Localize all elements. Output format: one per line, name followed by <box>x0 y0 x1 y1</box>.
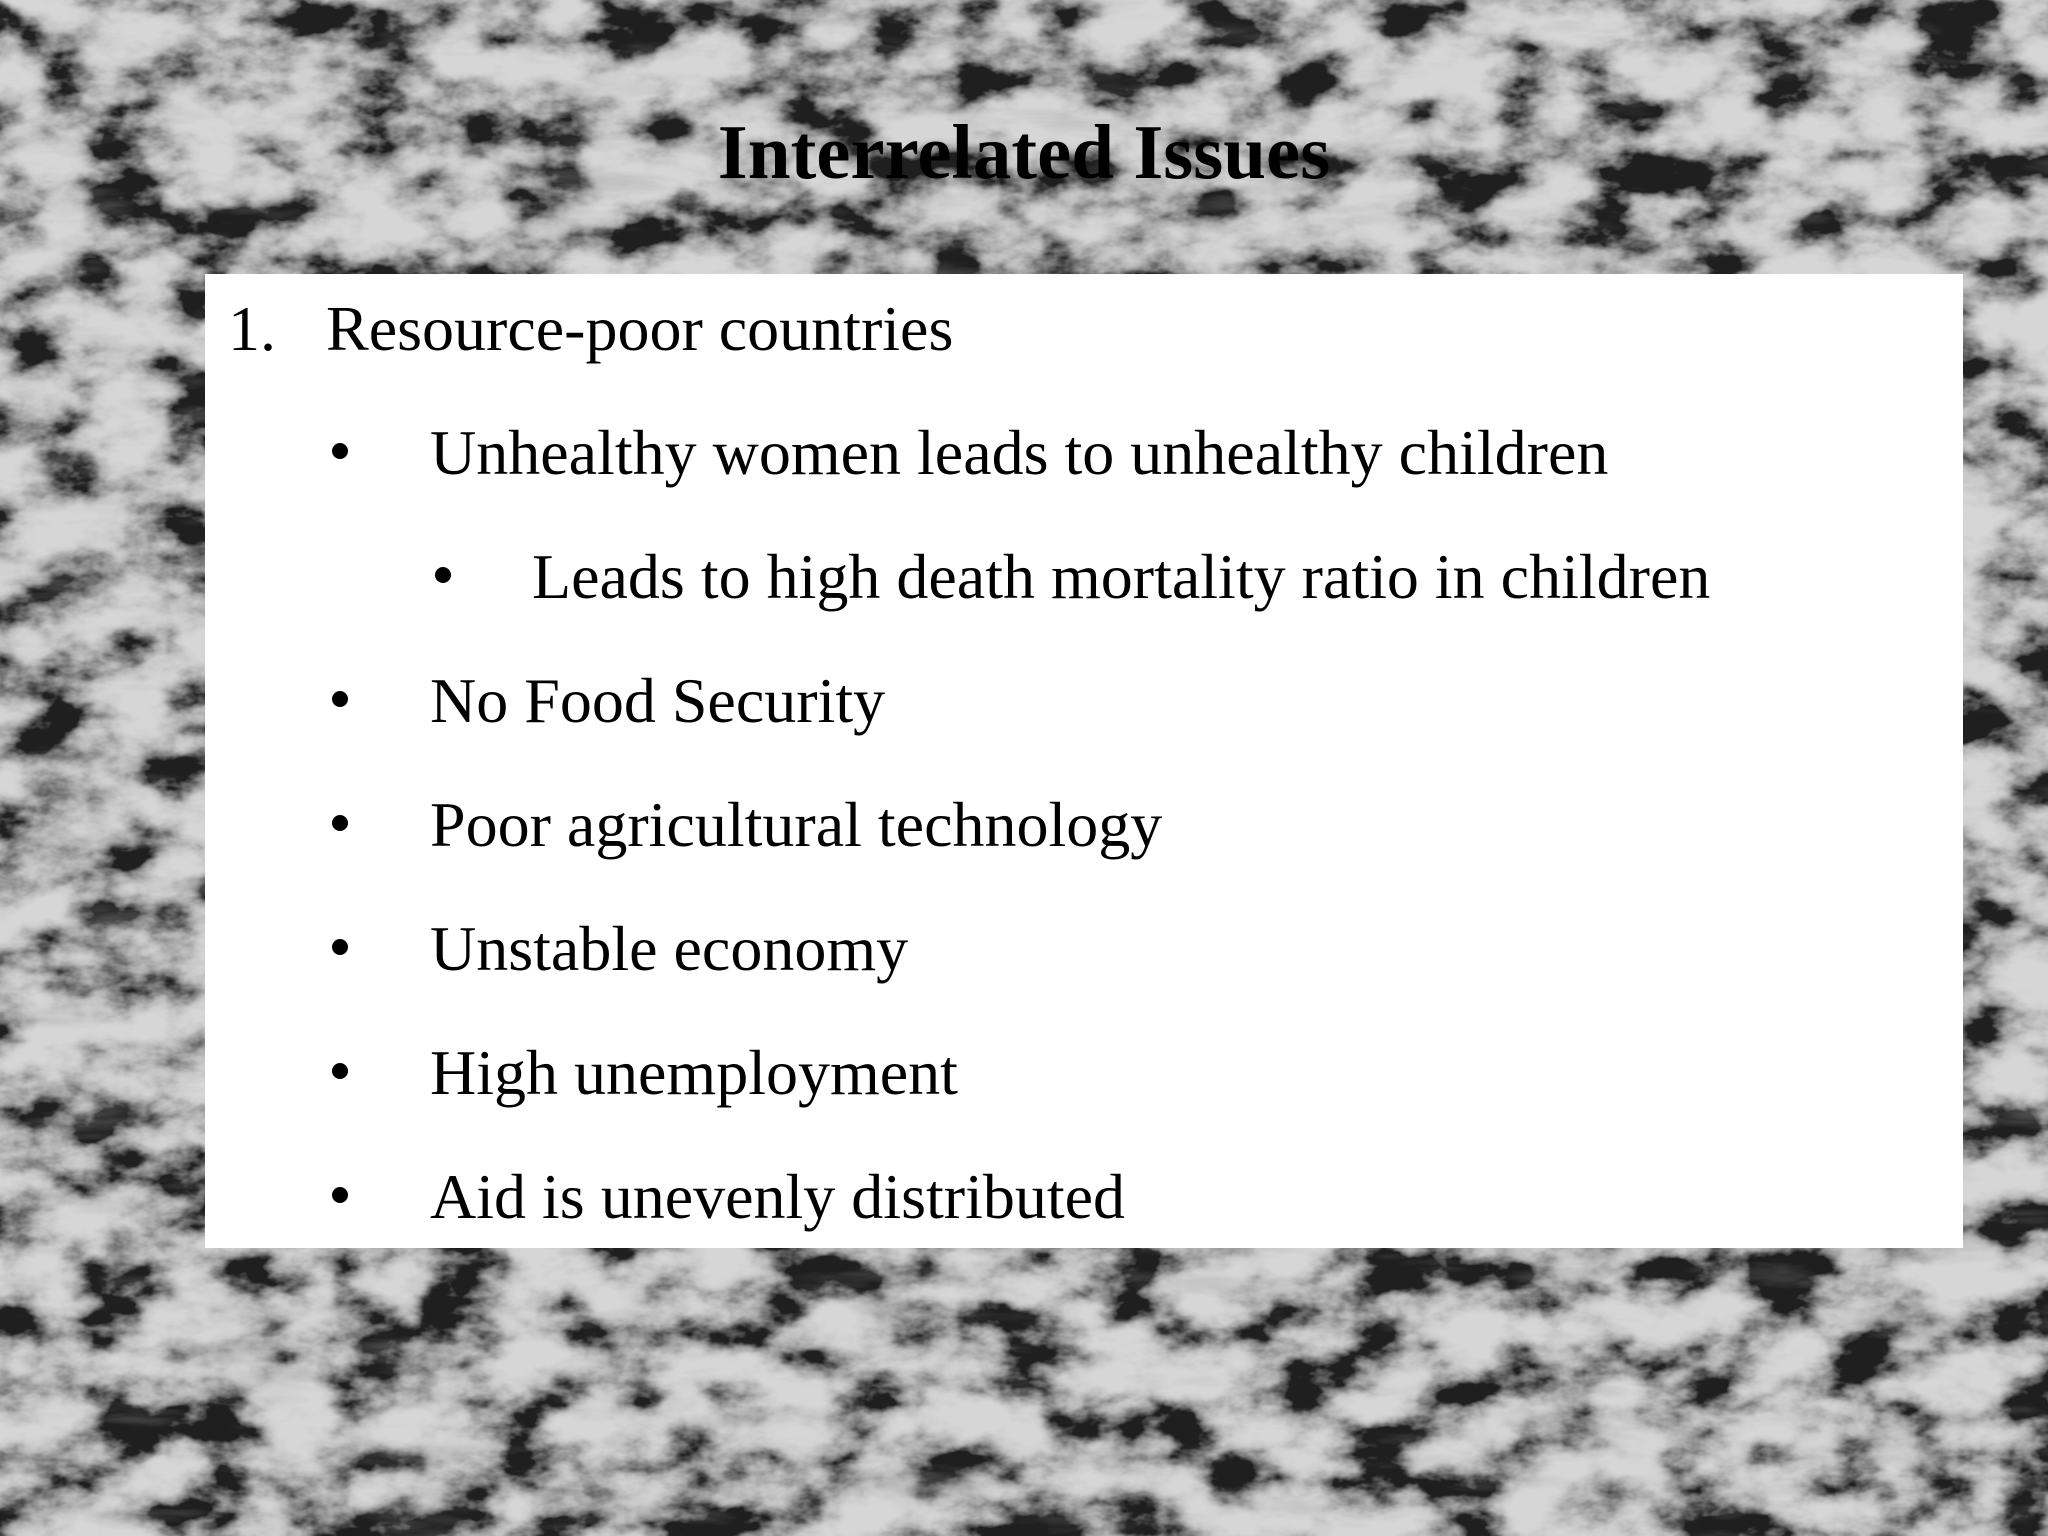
list-item-high-unemployment: High unemployment <box>430 1037 958 1108</box>
bullet-icon <box>332 815 348 831</box>
list-item-no-food-security: No Food Security <box>430 665 886 736</box>
list-item-unhealthy-women: Unhealthy women leads to unhealthy children <box>430 417 1609 488</box>
bullet-icon <box>332 443 348 459</box>
list-item-poor-agricultural-technology: Poor agricultural technology <box>430 789 1163 860</box>
bullet-icon <box>332 1063 348 1079</box>
list-item-high-death-mortality: Leads to high death mortality ratio in children <box>532 541 1711 612</box>
list-number: 1. <box>228 293 276 364</box>
list-item-resource-poor-countries: Resource-poor countries <box>326 293 954 364</box>
bullet-icon <box>332 691 348 707</box>
bullet-icon <box>332 939 348 955</box>
slide-title: Interrelated Issues <box>717 109 1331 195</box>
list-item-unstable-economy: Unstable economy <box>430 913 909 984</box>
bullet-icon <box>332 1187 348 1203</box>
list-item-aid-unevenly-distributed: Aid is unevenly distributed <box>430 1161 1126 1232</box>
bullet-icon <box>435 567 451 583</box>
